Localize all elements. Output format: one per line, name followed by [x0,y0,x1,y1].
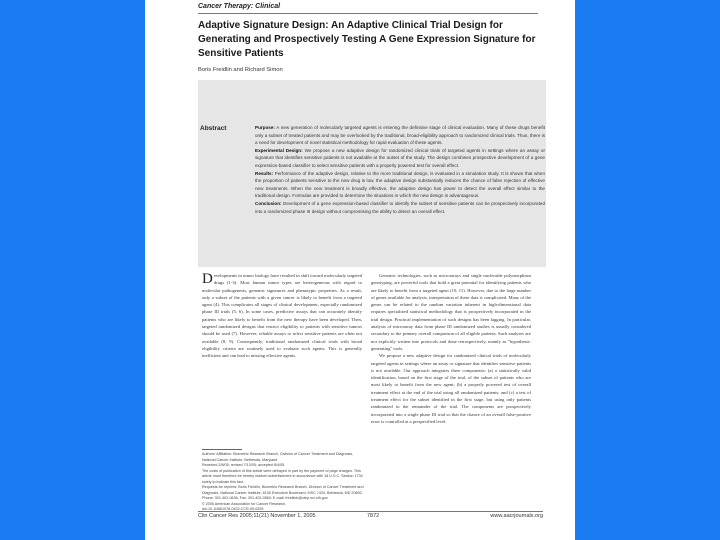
abstract-conclusion-body: Development of a gene expression-based classifier to identify the subset of sensitive patients can be prospectively incorporated into a randomized phase III design without compromising the ability to detect an overall effect. [255,200,545,214]
paper-page [145,0,575,540]
footer-website: www.aacrjournals.org [490,513,543,519]
body-paragraph: Genomic technologies, such as microarrays and single nucleotide polymorphism genotyping, are powerful tools that hold a great potential for identifying patients who are likely to benefit from a targeted agent (10, 11). However, due to the large number of genes available for analysis, interpretation of these data is complicated. Many of the genes can be related to the random variation inherent in high-dimensional data requires specialized statistical methodology that is prospectively incorporated in the trial design. Practical implementation of such designs has been lagging. In particular, analysis of microarray data from phase III randomized studies is usually considered secondary to the primary overall comparison of all eligible patients. Such analyses are not explicitly written into protocols and done retrospectively, mainly as "hypothesis-generating" tools. [371,273,531,351]
abstract-text [255,124,545,215]
abstract-design [255,147,545,170]
footnote-copyright: © 2005 American Association for Cancer Research. [202,501,287,506]
footer-page-number: 7872 [367,513,380,519]
footnote-doi: doi:10.1158/1078-0432.CCR-05-0259 [202,507,264,511]
footnote-rule [202,449,242,450]
abstract-conclusion-head: Conclusion: [255,200,282,206]
abstract-purpose-body: A new generation of molecularly targeted agents is entering the definitive stage of clinical evaluation. Many of these drugs benefit only a subset of treated patients and may be overlooked by the traditional, broad-eligibility approach to randomized clinical trials. Thus, there is a need for development of novel statistical methodology for rapid evaluation of these agents. [255,125,545,146]
footer-rule [198,511,543,512]
footnotes [202,452,364,513]
abstract-design-body: We propose a new adaptive design for randomized clinical trials of targeted agents in settings where an assay or signature that identifies sensitive patients is not available at the outset of the study. The design combines prospective development of a gene expression-based classifier to select sensitive patients with a properly powered test for overall effect. [255,147,545,168]
abstract-design-head: Experimental Design: [255,147,303,153]
journal-section: Cancer Therapy: Clinical [198,3,281,10]
body-left-text: evelopments in tumor biology have resulted in shift toward molecularly targeted drugs (1-3). Most human tumor types are heterogeneous with regard to molecular pathogenesis, genomic signatures and phenotypic properties. As a result, only a subset of the patients with a given cancer is likely to benefit from a targeted agent (4). This complicates all stages of clinical development, especially randomized phase III trials (5, 6). In some cases, predictive assays that can accurately identify patients who are likely to benefit from the new therapy have been developed. Then, targeted randomized designs that restrict eligibility to patients with sensitive tumors should be used (7). However, reliable assays to select sensitive patients are often not available (8, 9). Consequently, traditional randomized clinical trials with broad eligibility criteria are routinely used to evaluate such agents. This is generally inefficient and can lead to missing effective agents. [202,273,362,359]
article-title: Adaptive Signature Design: An Adaptive Clinical Trial Design for Generating and Prospectively Testing A Gene Expression Signature for Sensitive Patients [198,20,536,59]
abstract-conclusion [255,200,545,215]
drop-cap: D [202,271,213,287]
article-authors: Boris Freidlin and Richard Simon [198,67,283,73]
footer-citation: Clin Cancer Res 2005;11(21) November 1, 2005 [198,513,316,519]
body-paragraph: We propose a new adaptive design for randomized clinical trials of molecularly targeted agents in settings where an assay or signature that identifies sensitive patients is not available. Our approach integrates three components: (a) a statistically valid identification, based on the first stage of the trial, of the subset of patients who are most likely to benefit from the new agent; (b) a properly powered test of overall treatment effect at the end of the trial using all randomized patients; and (c) a test of treatment effect for the subset identified in the first stage, but using only patients randomized in the remainder of the trial. The components are prospectively incorporated into a single phase III trial so that the chance of an overall false-positive error is controlled at a prespecified level. [371,353,531,424]
abstract-purpose [255,124,545,147]
abstract-purpose-head: Purpose: [255,125,275,130]
abstract-results [255,170,545,200]
footnote-received: Received 2/8/05; revised 7/13/05; accepted 8/4/05. [202,463,286,467]
body-column-left [202,272,362,360]
body-paragraph [202,272,362,360]
footnote-costs: The costs of publication of this article were defrayed in part by the payment of page charges. This article must therefore be hereby marked advertisement in accordance with 18 U.S.C. Section 1734 solely to indicate this fact. [202,468,363,484]
footnote-affiliation: Authors' Affiliation: Biometric Research Branch, Division of Cancer Treatment and Diagnosis, National Cancer Institute, Bethesda, Maryland [202,452,354,462]
abstract-label: Abstract [200,125,227,132]
header-rule [198,13,538,14]
body-column-right [371,272,531,425]
abstract-results-body: Performance of the adaptive design, relative to the more traditional design, is evaluated in a simulation study. It is shown that when the proportion of patients sensitive to the new drug is low, the adaptive design substantially reduces the chance of false rejection of effective new treatments. When the new treatment is broadly effective, the adaptive design has power to detect the overall effect similar to the traditional design. Formulas are provided to determine the situations in which the new design is advantageous. [255,170,545,199]
abstract-results-head: Results: [255,170,274,176]
footnote-reprints: Requests for reprints: Boris Freidlin, Biometric Research Branch, Division of Cancer Treatment and Diagnosis, National Cancer Institute, 6130 Executive Boulevard, MSC 7434, Bethesda, MD 20892. Phone: 301-402-0636; Fax: 301-402-0560; E-mail: freidlinb@ctep.nci.nih.gov. [202,485,364,500]
